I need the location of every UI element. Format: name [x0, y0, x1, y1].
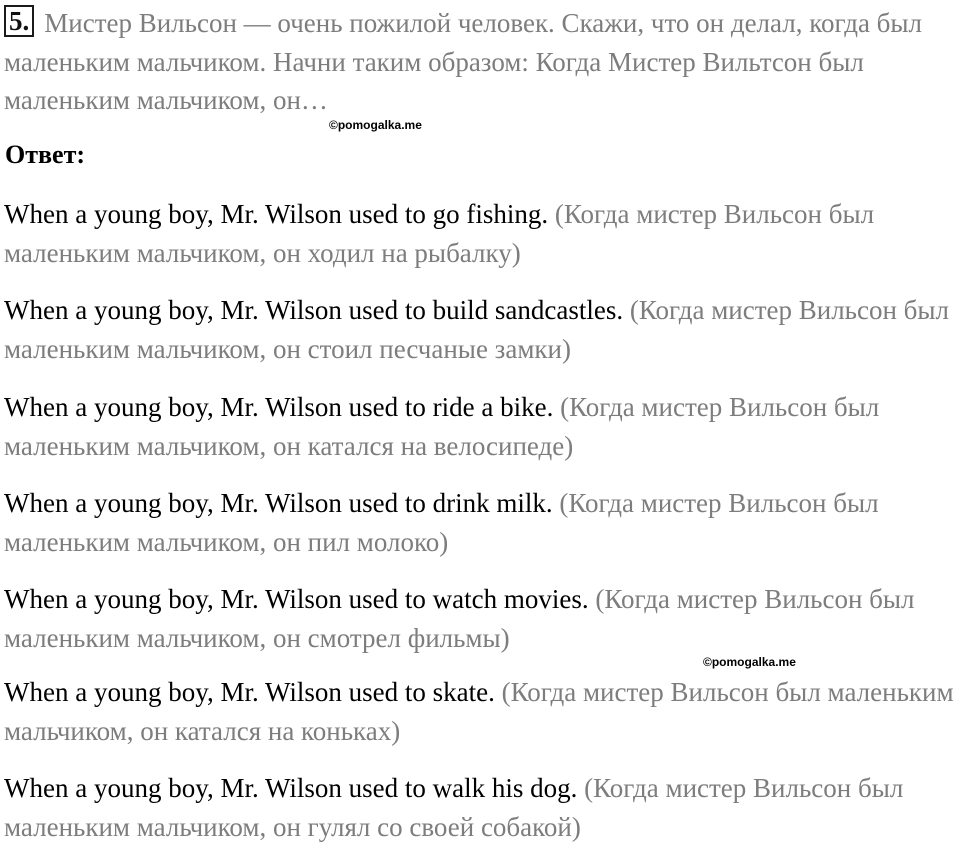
answer-item: [4, 580, 959, 657]
answer-translation: (Когда мистер Вильсон был маленьким мальчиком, он пил молоко): [4, 488, 879, 557]
answer-english: When a young boy, Mr. Wilson used to go fishing.: [4, 199, 549, 229]
answer-english: When a young boy, Mr. Wilson used to walk his dog.: [4, 773, 578, 803]
answer-item: [4, 673, 959, 750]
answer-english: When a young boy, Mr. Wilson used to ride a bike.: [4, 392, 554, 422]
watermark: ©pomogalka.me: [329, 118, 422, 132]
answer-item: [4, 388, 959, 465]
task-number: 5.: [4, 5, 34, 37]
answer-translation: (Когда мистер Вильсон был маленьким мальчиком, он смотрел фильмы): [4, 584, 915, 653]
answer-english: When a young boy, Mr. Wilson used to build sandcastles.: [4, 295, 624, 325]
answer-english: When a young boy, Mr. Wilson used to watch movies.: [4, 584, 589, 614]
answer-label: Ответ:: [5, 140, 86, 169]
answer-item: [4, 291, 959, 368]
task-text: Мистер Вильсон — очень пожилой человек. Скажи, что он делал, когда был маленьким мальчиком. Начни таким образом: Когда Мистер Вильтсон был маленьким мальчиком, он…: [4, 8, 923, 115]
watermark: ©pomogalka.me: [703, 655, 796, 669]
answer-item: [4, 195, 959, 272]
answer-english: When a young boy, Mr. Wilson used to drink milk.: [4, 488, 553, 518]
answer-english: When a young boy, Mr. Wilson used to skate.: [4, 677, 495, 707]
answer-translation: (Когда мистер Вильсон был маленьким мальчиком, он катался на велосипеде): [4, 392, 880, 461]
answer-translation: (Когда мистер Вильсон был маленьким мальчиком, он катался на коньках): [4, 677, 954, 746]
answer-translation: (Когда мистер Вильсон был маленьким мальчиком, он ходил на рыбалку): [4, 199, 875, 268]
answer-item: [4, 769, 959, 846]
answer-translation: (Когда мистер Вильсон был маленьким мальчиком, он стоил песчаные замки): [4, 295, 950, 364]
task-statement: [4, 4, 954, 120]
answer-translation: (Когда мистер Вильсон был маленьким мальчиком, он гулял со своей собакой): [4, 773, 904, 842]
answer-item: [4, 484, 959, 561]
